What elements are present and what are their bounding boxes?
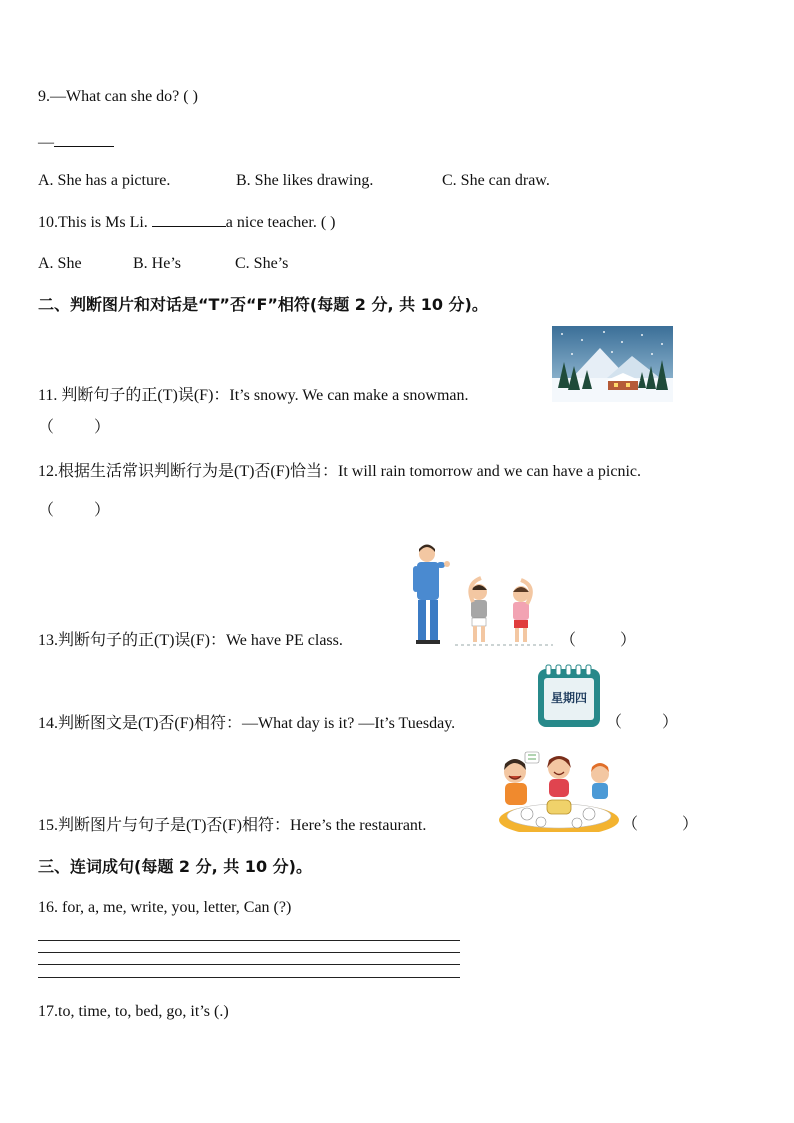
- q17-text: 17.to, time, to, bed, go, it’s (.): [38, 1003, 229, 1020]
- section-3-title: 三、连词成句(每题 2 分, 共 10 分)。: [38, 857, 312, 876]
- q15-answer-paren[interactable]: （ ）: [622, 816, 699, 833]
- q10-stem-before: 10.This is Ms Li.: [38, 214, 152, 231]
- q13-text: 13.判断句子的正(T)误(F)：We have PE class.: [38, 632, 343, 649]
- q11-answer-paren[interactable]: （ ）: [38, 419, 111, 436]
- q13-answer-paren[interactable]: （ ）: [560, 632, 637, 649]
- q12-text: 12.根据生活常识判断行为是(T)否(F)恰当：It will rain tomorrow and we can have a picnic.: [38, 463, 641, 480]
- q9-answer-blank[interactable]: [54, 132, 114, 147]
- q14-text: 14.判断图文是(T)否(F)相符：—What day is it? —It’s Tuesday.: [38, 715, 456, 732]
- q16-writing-line-1[interactable]: [38, 940, 460, 941]
- q9-stem: 9.—What can she do? ( ): [38, 88, 198, 105]
- q10-option-b[interactable]: B. He’s: [133, 255, 181, 272]
- q10-stem: [38, 212, 336, 233]
- q16-text: 16. for, a, me, write, you, letter, Can (?): [38, 899, 292, 916]
- q9-option-b[interactable]: B. She likes drawing.: [236, 172, 374, 189]
- q9-option-c[interactable]: C. She can draw.: [442, 172, 550, 189]
- q16-writing-line-4[interactable]: [38, 977, 460, 978]
- q16-writing-line-2[interactable]: [38, 952, 460, 953]
- q10-option-a[interactable]: A. She: [38, 255, 82, 272]
- q14-answer-paren[interactable]: （ ）: [606, 714, 679, 731]
- q9-option-a[interactable]: A. She has a picture.: [38, 172, 171, 189]
- q9-answer-prefix: —: [38, 134, 54, 151]
- section-2-title: 二、判断图片和对话是“T”否“F”相符(每题 2 分, 共 10 分)。: [38, 295, 488, 314]
- q10-answer-blank[interactable]: [152, 212, 226, 227]
- q12-answer-paren[interactable]: （ ）: [38, 502, 111, 519]
- q16-writing-line-3[interactable]: [38, 964, 460, 965]
- calendar-day-label: 星期四: [550, 691, 587, 705]
- calendar-icon: [537, 664, 601, 728]
- q10-option-c[interactable]: C. She’s: [235, 255, 289, 272]
- snowy-village-picture: [552, 326, 673, 402]
- q11-text: 11. 判断句子的正(T)误(F)：It’s snowy. We can make a snowman.: [38, 387, 469, 404]
- family-dinner-picture: [497, 750, 619, 832]
- pe-class-picture: [405, 544, 553, 648]
- q10-stem-after: a nice teacher. ( ): [225, 214, 336, 231]
- q9-answer-line: [38, 132, 114, 153]
- q15-text: 15.判断图片与句子是(T)否(F)相符：Here’s the restaurant.: [38, 817, 427, 834]
